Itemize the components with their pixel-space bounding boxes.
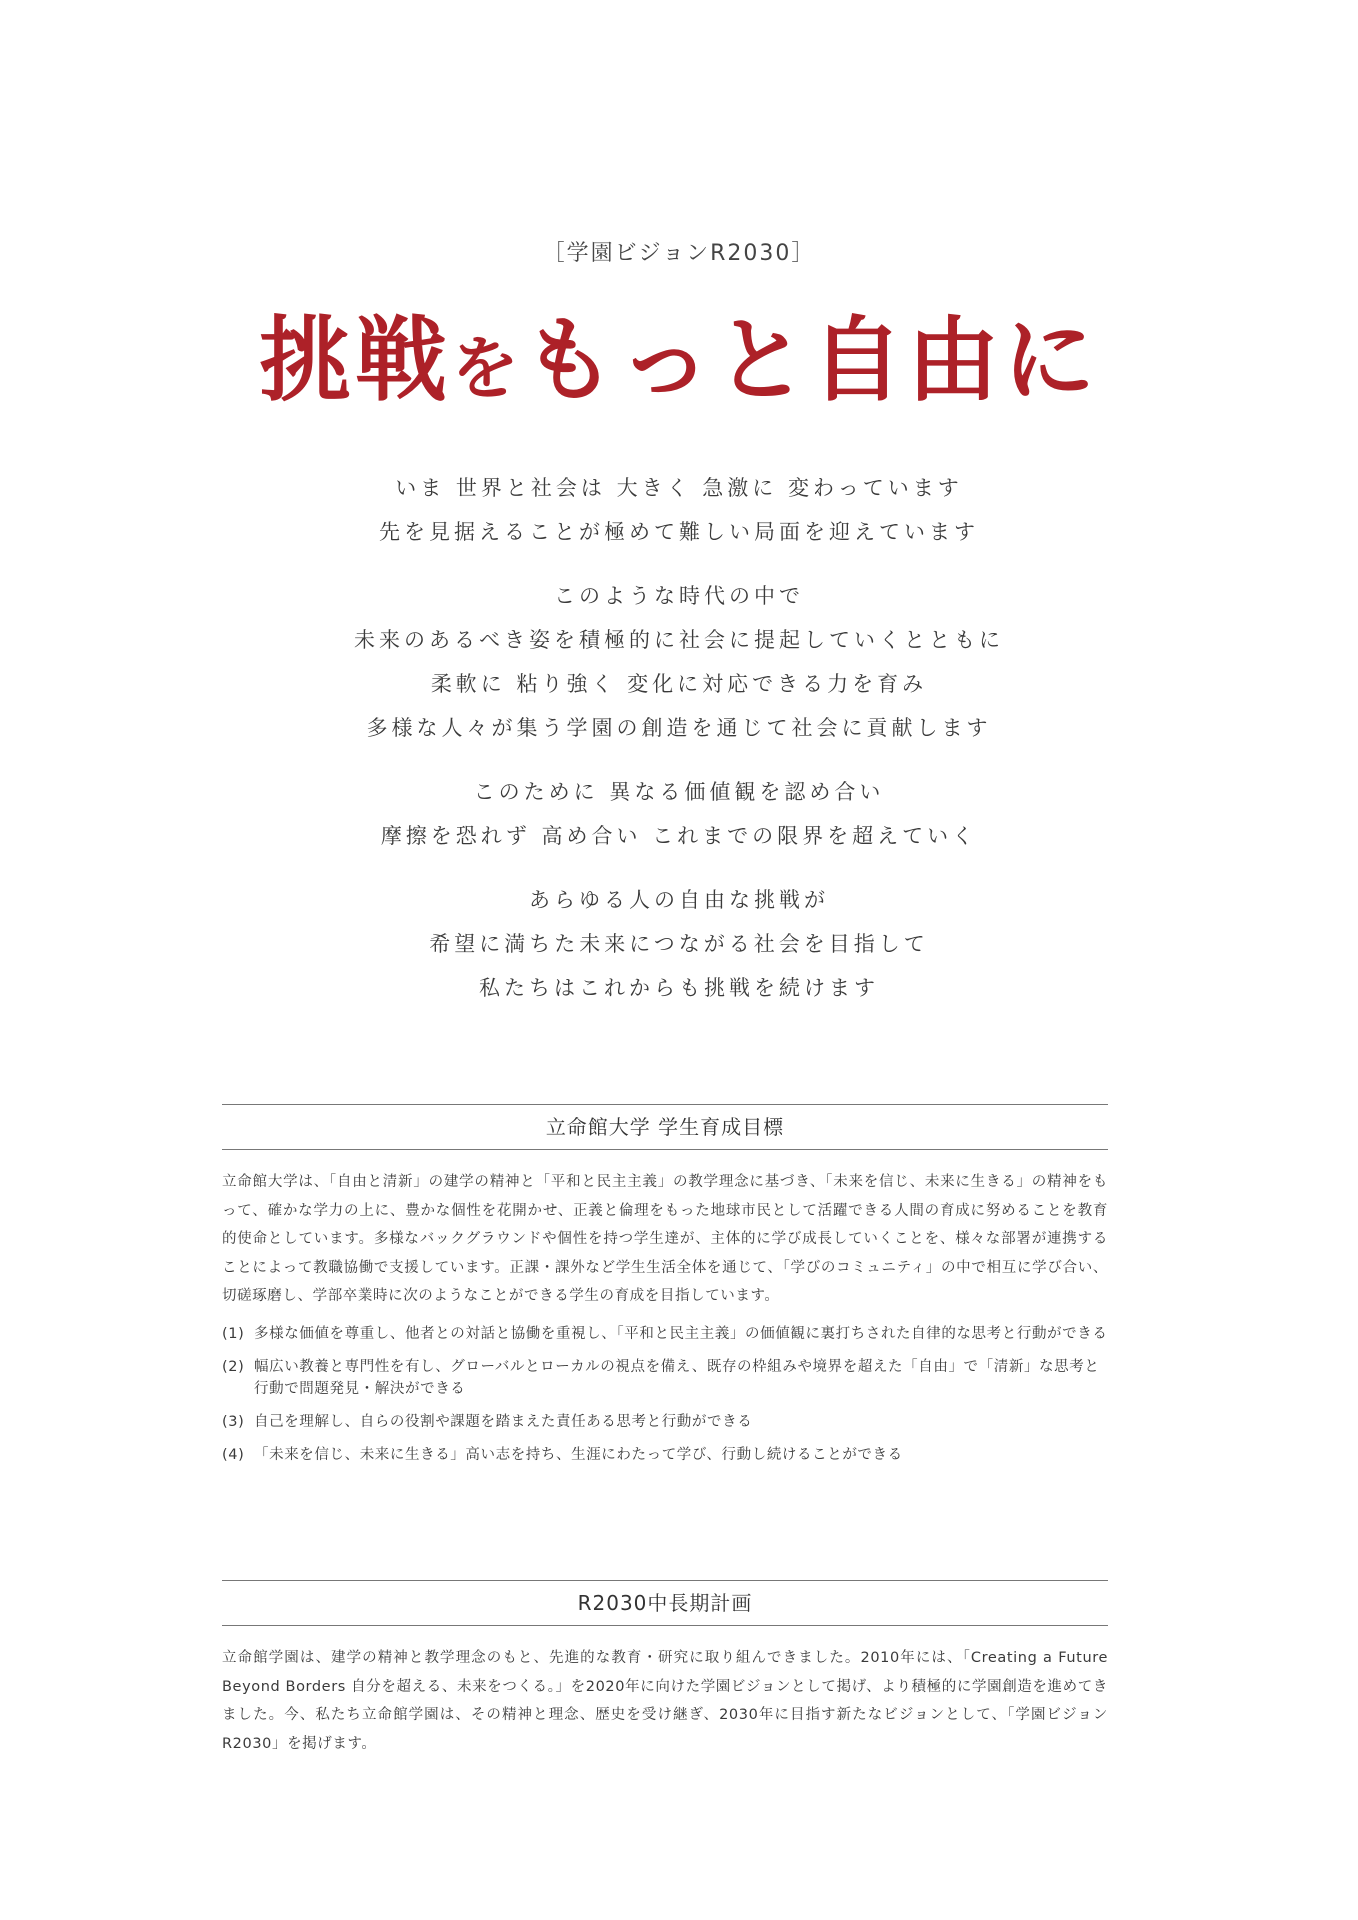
section-paragraph: 立命館大学は、「自由と清新」の建学の精神と「平和と民主主義」の教学理念に基づき、「未来を信じ、未来に生きる」の精神をもって、確かな学力の上に、豊かな個性を花開かせ、正義と倫理をもった地球市民として活躍できる人間の育成に努めることを教育的使命としています。多様なバックグラウンドや個性を持つ学生達が、主体的に学び成長していくことを、様々な部署が連携することによって教職協働で支援しています。正課・課外など学生生活全体を通じて、「学びのコミュニティ」の中で相互に学び合い、切磋琢磨し、学部卒業時に次のようなことができる学生の育成を目指しています。: [222, 1174, 1108, 1304]
stanza-line: このために 異なる価値観を認め合い: [473, 780, 885, 804]
stanza: [0, 878, 1358, 1010]
section-paragraph: 立命館学園は、建学の精神と教学理念のもと、先進的な教育・研究に取り組んできました。2010年には、「Creating a Future Beyond Borders 自分を超える、未来をつくる。」を2020年に向けた学園ビジョンとして掲げ、より積極的に学園創造を進めてきました。今、私たち立命館学園は、その精神と理念、歴史を受け継ぎ、2030年に目指す新たなビジョンとして、「学園ビジョンR2030」を掲げます。: [222, 1650, 1108, 1752]
headline-part: もっと: [522, 307, 811, 414]
goal-item: [222, 1356, 1108, 1400]
stanza-line: 私たちはこれからも挑戦を続けます: [479, 976, 879, 1000]
goal-text: 自己を理解し、自らの役割や課題を踏まえた責任ある思考と行動ができる: [254, 1413, 753, 1430]
stanza-line: あらゆる人の自由な挑戦が: [529, 888, 829, 912]
goal-text: 多様な価値を尊重し、他者との対話と協働を重視し、「平和と民主主義」の価値観に裏打ちされた自律的な思考と行動ができる: [254, 1325, 1108, 1342]
goal-number: (2): [222, 1358, 245, 1375]
headline-part: 自由: [811, 307, 1004, 414]
goal-number: (4): [222, 1446, 245, 1463]
stanza: [0, 466, 1358, 554]
goal-item: [222, 1411, 1108, 1433]
stanza-line: 先を見据えることが極めて難しい局面を迎えています: [379, 520, 979, 544]
stanza-line: 柔軟に 粘り強く 変化に対応できる力を育み: [430, 672, 928, 696]
goal-number: (3): [222, 1413, 245, 1430]
stanza-line: いま 世界と社会は 大きく 急激に 変わっています: [395, 476, 963, 500]
section-title: 立命館大学 学生育成目標: [222, 1104, 1108, 1150]
stanza-line: 未来のあるべき姿を積極的に社会に提起していくとともに: [354, 628, 1004, 652]
section-title: R2030中長期計画: [222, 1580, 1108, 1626]
goal-number: (1): [222, 1325, 245, 1342]
goal-item: [222, 1444, 1108, 1466]
midterm-plan-section: [222, 1580, 1108, 1758]
stanza-line: 摩擦を恐れず 高め合い これまでの限界を超えていく: [380, 824, 978, 848]
goal-item: [222, 1323, 1108, 1345]
vision-eyebrow: ［学園ビジョンR2030］: [542, 241, 816, 266]
headline-part: 挑戦: [258, 307, 451, 414]
stanza-line: 多様な人々が集う学園の創造を通じて社会に貢献します: [366, 716, 992, 740]
goal-list: [222, 1323, 1108, 1466]
headline-part: を: [450, 330, 523, 409]
vision-statement: [0, 466, 1358, 1030]
goal-text: 「未来を信じ、未来に生きる」高い志を持ち、生涯にわたって学び、行動し続けることができる: [254, 1446, 903, 1463]
student-goals-section: [222, 1104, 1108, 1477]
goal-text: 幅広い教養と専門性を有し、グローバルとローカルの視点を備え、既存の枠組みや境界を超えた「自由」で「清新」な思考と行動で問題発見・解決ができる: [254, 1358, 1100, 1397]
vision-headline: [0, 306, 1358, 425]
headline-part: に: [1003, 307, 1100, 414]
stanza: [0, 574, 1358, 750]
stanza-line: このような時代の中で: [554, 584, 804, 608]
stanza: [0, 770, 1358, 858]
stanza-line: 希望に満ちた未来につながる社会を目指して: [429, 932, 929, 956]
